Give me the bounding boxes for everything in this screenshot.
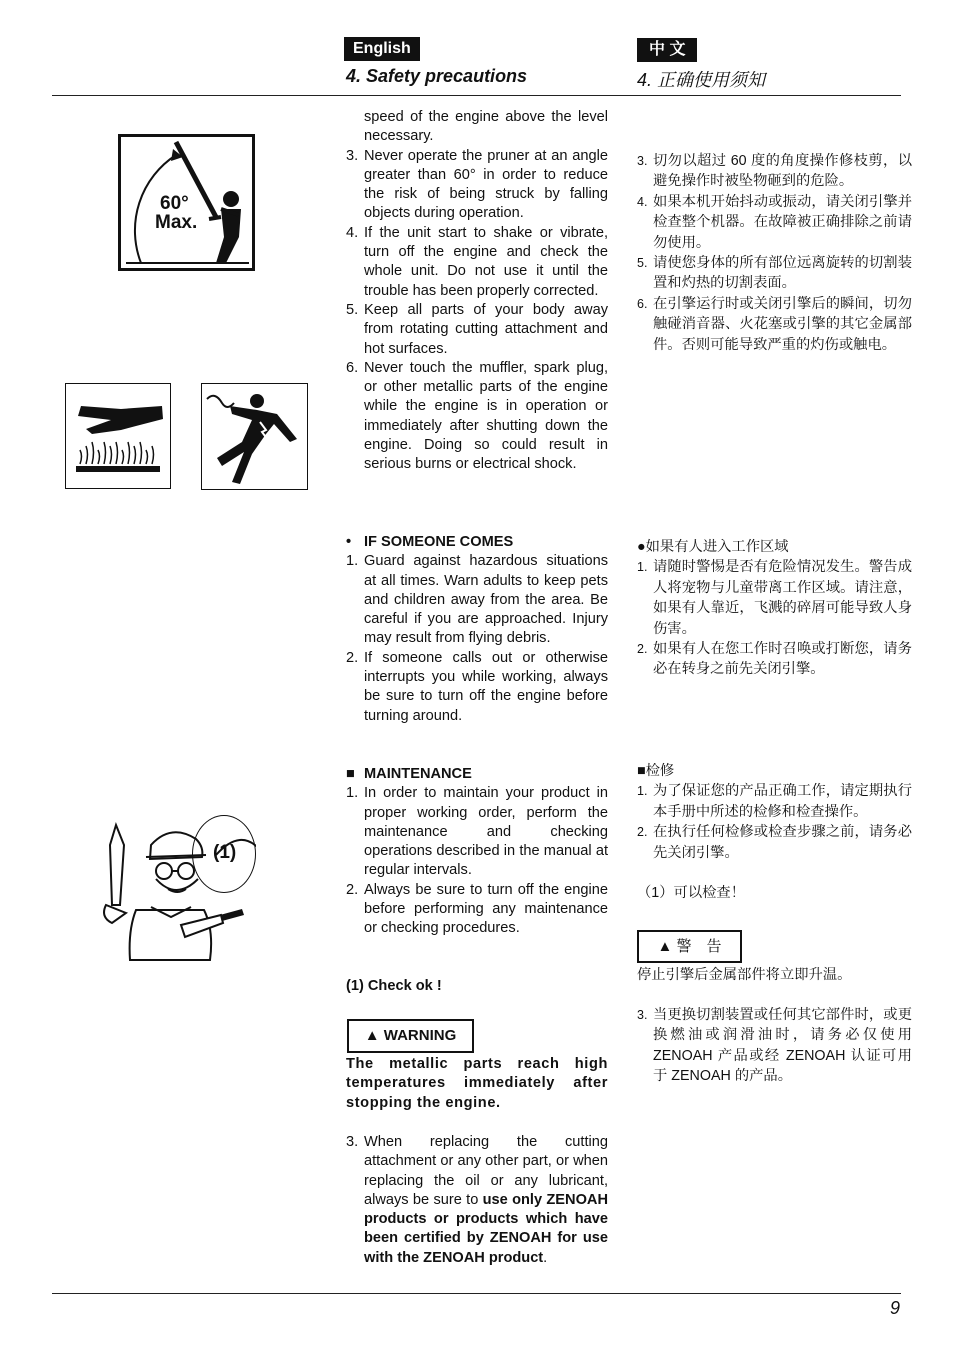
item-number: 1. <box>637 784 648 799</box>
page-number: 9 <box>889 1298 900 1318</box>
maintenance-heading-text: MAINTENANCE <box>364 766 472 782</box>
angle-label: 60° <box>160 193 189 214</box>
callout-label: (1) <box>213 842 237 863</box>
english-maintenance-section <box>346 765 608 939</box>
warning-text-english: The metallic parts reach high temperatures immediately after stopping the engine. <box>346 1056 608 1111</box>
maintenance-item-list-zh <box>637 781 912 863</box>
item-number: 3. <box>637 1008 648 1022</box>
footer-rule <box>52 1293 901 1294</box>
item-number: 4. <box>346 224 359 241</box>
item-text: Always be sure to turn off the engine before performing any maintenance or checking procedures. <box>364 881 608 937</box>
chinese-safety-items <box>637 151 912 355</box>
list-item <box>637 253 912 294</box>
chinese-maintenance-section <box>637 761 912 863</box>
item-text: Guard against hazardous situations at all times. Warn adults to keep pets and children away from the area. Be careful if you are approached. Injury may result from flying debris. <box>364 553 608 647</box>
list-item <box>346 784 608 880</box>
item-number: 2. <box>637 642 648 657</box>
item-text: Keep all parts of your body away from rotating cutting attachment and hot surfaces. <box>364 301 608 357</box>
section-title-english: 4. Safety precautions <box>346 66 528 86</box>
header-rule <box>52 95 901 96</box>
warning-label: WARNING <box>383 1027 457 1044</box>
item-text: 切勿以超过 60 度的角度操作修枝剪，以避免操作时被坠物砸到的危险。 <box>653 153 912 190</box>
warning-triangle-icon: ▲ <box>657 938 673 955</box>
list-item <box>346 224 608 301</box>
english-item-3 <box>346 1133 608 1268</box>
item-text: If the unit start to shake or vibrate, turn off the engine and check the whole unit. Do not use it until the trouble has been properly corrected. <box>364 224 608 299</box>
electric-shock-icon <box>202 384 307 489</box>
list-item <box>637 781 912 822</box>
item-text: 如果本机开始抖动或振动，请关闭引擎并检查整个机器。在故障被正确排除之前请勿使用。 <box>653 193 912 251</box>
list-item <box>346 552 608 648</box>
list-item <box>637 192 912 253</box>
item-text: 在执行任何检修或检查步骤之前，请务必先关闭引擎。 <box>653 824 912 861</box>
item-number: 2. <box>346 881 359 898</box>
item-text: Never operate the pruner at an angle greater than 60° in order to reduce the risk of being struck by falling objects during operation. <box>364 147 608 222</box>
list-item <box>637 294 912 355</box>
english-safety-items <box>346 108 608 475</box>
hot-surface-icon <box>66 384 170 488</box>
chinese-item-3 <box>637 1005 912 1087</box>
item-text: If someone calls out or otherwise interrupts you while working, always be sure to turn off the engine before turning around. <box>364 649 608 724</box>
warning-text-chinese: 停止引擎后金属部件将立即升温。 <box>637 967 852 983</box>
item-number: 6. <box>637 296 648 311</box>
bullet-square: ■ <box>346 766 355 782</box>
item-text: In order to maintain your product in proper working order, perform the maintenance and checking operations described in the manual at regular intervals. <box>364 785 608 879</box>
item-number: 5. <box>637 256 648 271</box>
someone-heading-text: IF SOMEONE COMES <box>364 534 514 550</box>
bullet-dot: • <box>346 534 352 550</box>
someone-item-list <box>346 552 608 726</box>
list-item <box>346 359 608 475</box>
item-text: 为了保证您的产品正确工作，请定期执行本手册中所述的检修和检查操作。 <box>653 783 912 820</box>
item-text: 如果有人在您工作时召唤或打断您，请务必在转身之前先关闭引擎。 <box>653 641 912 678</box>
section-title-chinese: 4. 正确使用须知 <box>637 70 766 90</box>
someone-heading-zh: ●如果有人进入工作区域 <box>637 539 789 555</box>
item-number: 4. <box>637 194 648 209</box>
item-number: 1. <box>637 560 648 575</box>
item-number: 3. <box>346 147 359 164</box>
item-text: Never touch the muffler, spark plug, or other metallic parts of the engine while the engine is in operation or immediately after shutting down the engine. Doing so could result in serious burns or electrical shock. <box>364 359 608 473</box>
item-text: 请使您身体的所有部位远离旋转的切割装置和灼热的切割表面。 <box>653 255 912 292</box>
warning-label-zh: 警 告 <box>676 938 722 955</box>
item-number: 3. <box>346 1134 359 1150</box>
list-item <box>346 301 608 359</box>
item-text <box>364 1133 608 1268</box>
item-number: 6. <box>346 359 359 376</box>
check-ok-label: (1) Check ok ! <box>346 978 442 994</box>
item-text-plain: When replacing the cutting attachment or any other part, or when replacing the oil or any lubricant, always be sure to <box>364 1134 608 1208</box>
check-ok-label-zh: （1）可以检查！ <box>637 885 746 901</box>
maintenance-item-list <box>346 784 608 938</box>
english-someone-section <box>346 533 608 726</box>
english-item-list <box>346 147 608 475</box>
item-text-end: . <box>543 1249 548 1266</box>
continued-text: speed of the engine above the level necessary. <box>364 109 608 145</box>
list-item <box>637 557 912 639</box>
item-text: 在引擎运行时或关闭引擎后的瞬间，切勿触碰消音器、火花塞或引擎的其它金属部件。否则可能导致严重的灼伤或触电。 <box>653 295 912 353</box>
item-text: 请随时警惕是否有危险情况发生。警告成人将宠物与儿童带离工作区域。请注意，如果有人靠近，飞溅的碎屑可能导致人身伤害。 <box>653 559 912 637</box>
maintenance-heading-zh: ■检修 <box>637 763 675 779</box>
item-number: 5. <box>346 301 359 318</box>
list-item <box>346 881 608 939</box>
item-text: 当更换切割装置或任何其它部件时，或更换燃油或润滑油时，请务必仅使用 ZENOAH 产品或经 ZENOAH 认证可用于 ZENOAH 的产品。 <box>653 1007 912 1085</box>
chinese-someone-section <box>637 537 912 680</box>
max-label: Max. <box>155 212 198 233</box>
item-number: 1. <box>346 553 359 570</box>
list-item <box>346 1133 608 1268</box>
language-tab-chinese: 中 文 <box>637 38 697 62</box>
someone-item-list-zh <box>637 557 912 679</box>
warning-triangle-icon: ▲ <box>364 1027 380 1044</box>
item-number: 2. <box>346 649 359 666</box>
item-number: 2. <box>637 825 648 840</box>
warning-box-chinese <box>637 930 742 963</box>
list-item <box>637 151 912 192</box>
list-item <box>637 1005 912 1087</box>
item-number: 3. <box>637 154 648 168</box>
language-tab-english: English <box>344 37 420 61</box>
item-number: 1. <box>346 785 359 802</box>
electric-shock-pictogram <box>201 383 308 490</box>
list-item <box>637 639 912 680</box>
warning-box-english <box>347 1019 474 1053</box>
list-item <box>637 822 912 863</box>
maintenance-heading <box>346 765 608 784</box>
list-item <box>346 649 608 726</box>
hot-surface-pictogram <box>65 383 171 489</box>
list-item <box>346 147 608 224</box>
someone-heading <box>346 533 608 552</box>
item-text-bold: use only ZENOAH products or products which have been certified by ZENOAH for use with the ZENOAH product <box>364 1191 608 1266</box>
